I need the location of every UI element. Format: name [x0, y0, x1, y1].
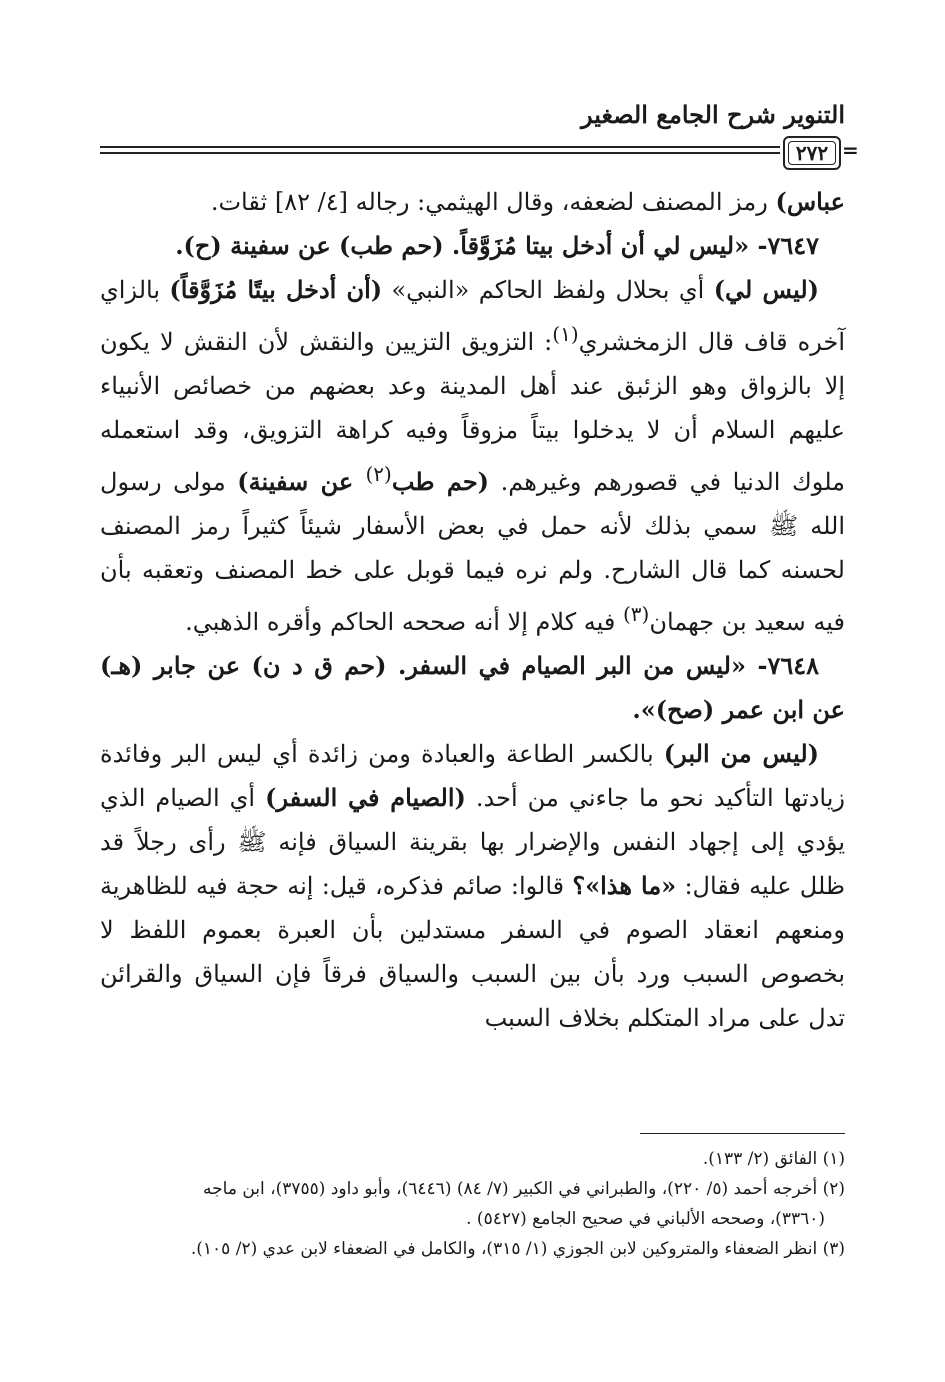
footnote-separator	[640, 1133, 845, 1134]
header-rule-line-bottom	[100, 152, 780, 154]
hadith-text: ٧٦٤٧- «ليس لي أن أدخل بيتا مُزَوَّقاً. (حم طب) عن سفينة (ح).	[175, 231, 819, 260]
hadith-text: ٧٦٤٨- «ليس من البر الصيام في السفر. (حم ق د ن) عن جابر (هـ) عن ابن عمر (صح)».	[100, 651, 845, 724]
text-span: : التزويق التزيين والنقش لأن النقش لا يكون إلا بالزواق وهو الزئبق عند أهل المدينة وعد بعضهم من خصائص الأنبياء عليهم السلام أن لا يدخلوا بيتاً مزوقاً وفيه كراهة التزويق، وقد استعمله ملوك الدنيا في قصورهم وغيرهم.	[100, 328, 846, 496]
text-span: أي الصيام الذي يؤدي إلى إجهاد النفس والإضرار بها بقرينة السياق فإنه ﷺ رأى رجلاً قد ظلل عليه فقال:	[100, 784, 845, 900]
bold-span: «ما هذا»؟	[572, 871, 677, 900]
text-span: بالكسر الطاعة والعبادة ومن زائدة أي ليس البر وفائدة زيادتها التأكيد نحو ما جاءني من أحد.	[100, 740, 845, 812]
footnote-2-continuation: (٣٣٦٠)، وصححه الألباني في صحيح الجامع (٥٤٢٧) .	[466, 1209, 825, 1229]
footnote-ref[interactable]: (٢)	[365, 462, 392, 486]
header-rule-line-top	[100, 146, 780, 148]
footnote-1: (١) الفائق (٢/ ١٣٣).	[702, 1149, 845, 1169]
text-span: بالزاي آخره قاف قال الزمخشري	[100, 276, 845, 356]
bold-span: عباس)	[775, 187, 845, 216]
footnote-ref[interactable]: (٣)	[622, 602, 650, 626]
edge-mark: =	[842, 138, 859, 162]
bold-span: (أن أدخل بيتًا مُزَوَّقاً)	[169, 275, 383, 304]
bold-span: (الصيام في السفر)	[265, 783, 466, 812]
page-number: ٢٧٢	[783, 136, 841, 170]
commentary-7647	[100, 268, 845, 644]
footnote-3: (٣) انظر الضعفاء والمتروكين لابن الجوزي (١/ ٣١٥)، والكامل في الضعفاء لابن عدي (٢/ ١٠٥).	[190, 1239, 845, 1259]
main-text	[100, 180, 845, 1040]
book-title: التنوير شرح الجامع الصغير	[581, 100, 845, 129]
header-rule	[100, 134, 859, 170]
paragraph-continuation	[100, 180, 845, 224]
bold-span: عن سفينة)	[237, 467, 366, 496]
footnote-ref[interactable]: (١)	[552, 322, 579, 346]
text-span: قالوا: صائم فذكره، قيل: إنه حجة فيه للظاهرية ومنعهم انعقاد الصوم في السفر مستدلين بأن العبرة بعموم اللفظ لا بخصوص السبب ورد بأن بين السبب والسياق فرقاً فإن السياق والقرائن تدل على مراد المتكلم بخلاف السبب	[100, 872, 845, 1032]
bold-span: (ليس لي)	[713, 275, 819, 304]
text-span: فيه كلام إلا أنه صححه الحاكم وأقره الذهبي.	[185, 608, 623, 636]
hadith-7648	[100, 644, 845, 732]
page-header	[100, 100, 845, 130]
text-span: مولى رسول الله ﷺ سمي بذلك لأنه حمل في بعض الأسفار شيئاً كثيراً رمز المصنف لحسنه كما قال الشارح. ولم نره فيما قوبل على خط المصنف وتعقبه بأن فيه سعيد بن جهمان	[100, 468, 845, 636]
bold-span: (ليس من البر)	[663, 739, 819, 768]
hadith-7647	[100, 224, 845, 268]
text-span: أي بحلال ولفظ الحاكم «النبي»	[382, 276, 714, 304]
footnote-2: (٢) أخرجه أحمد (٥/ ٢٢٠)، والطبراني في الكبير (٧/ ٨٤) (٦٤٤٦)، وأبو داود (٣٧٥٥)، ابن ماجه	[203, 1179, 845, 1199]
footnotes	[100, 1144, 845, 1264]
commentary-7648	[100, 732, 845, 1040]
bold-span: (حم طب	[391, 467, 490, 496]
text-span: رمز المصنف لضعفه، وقال الهيثمي: رجاله [٤/ ٨٢] ثقات.	[210, 188, 776, 216]
